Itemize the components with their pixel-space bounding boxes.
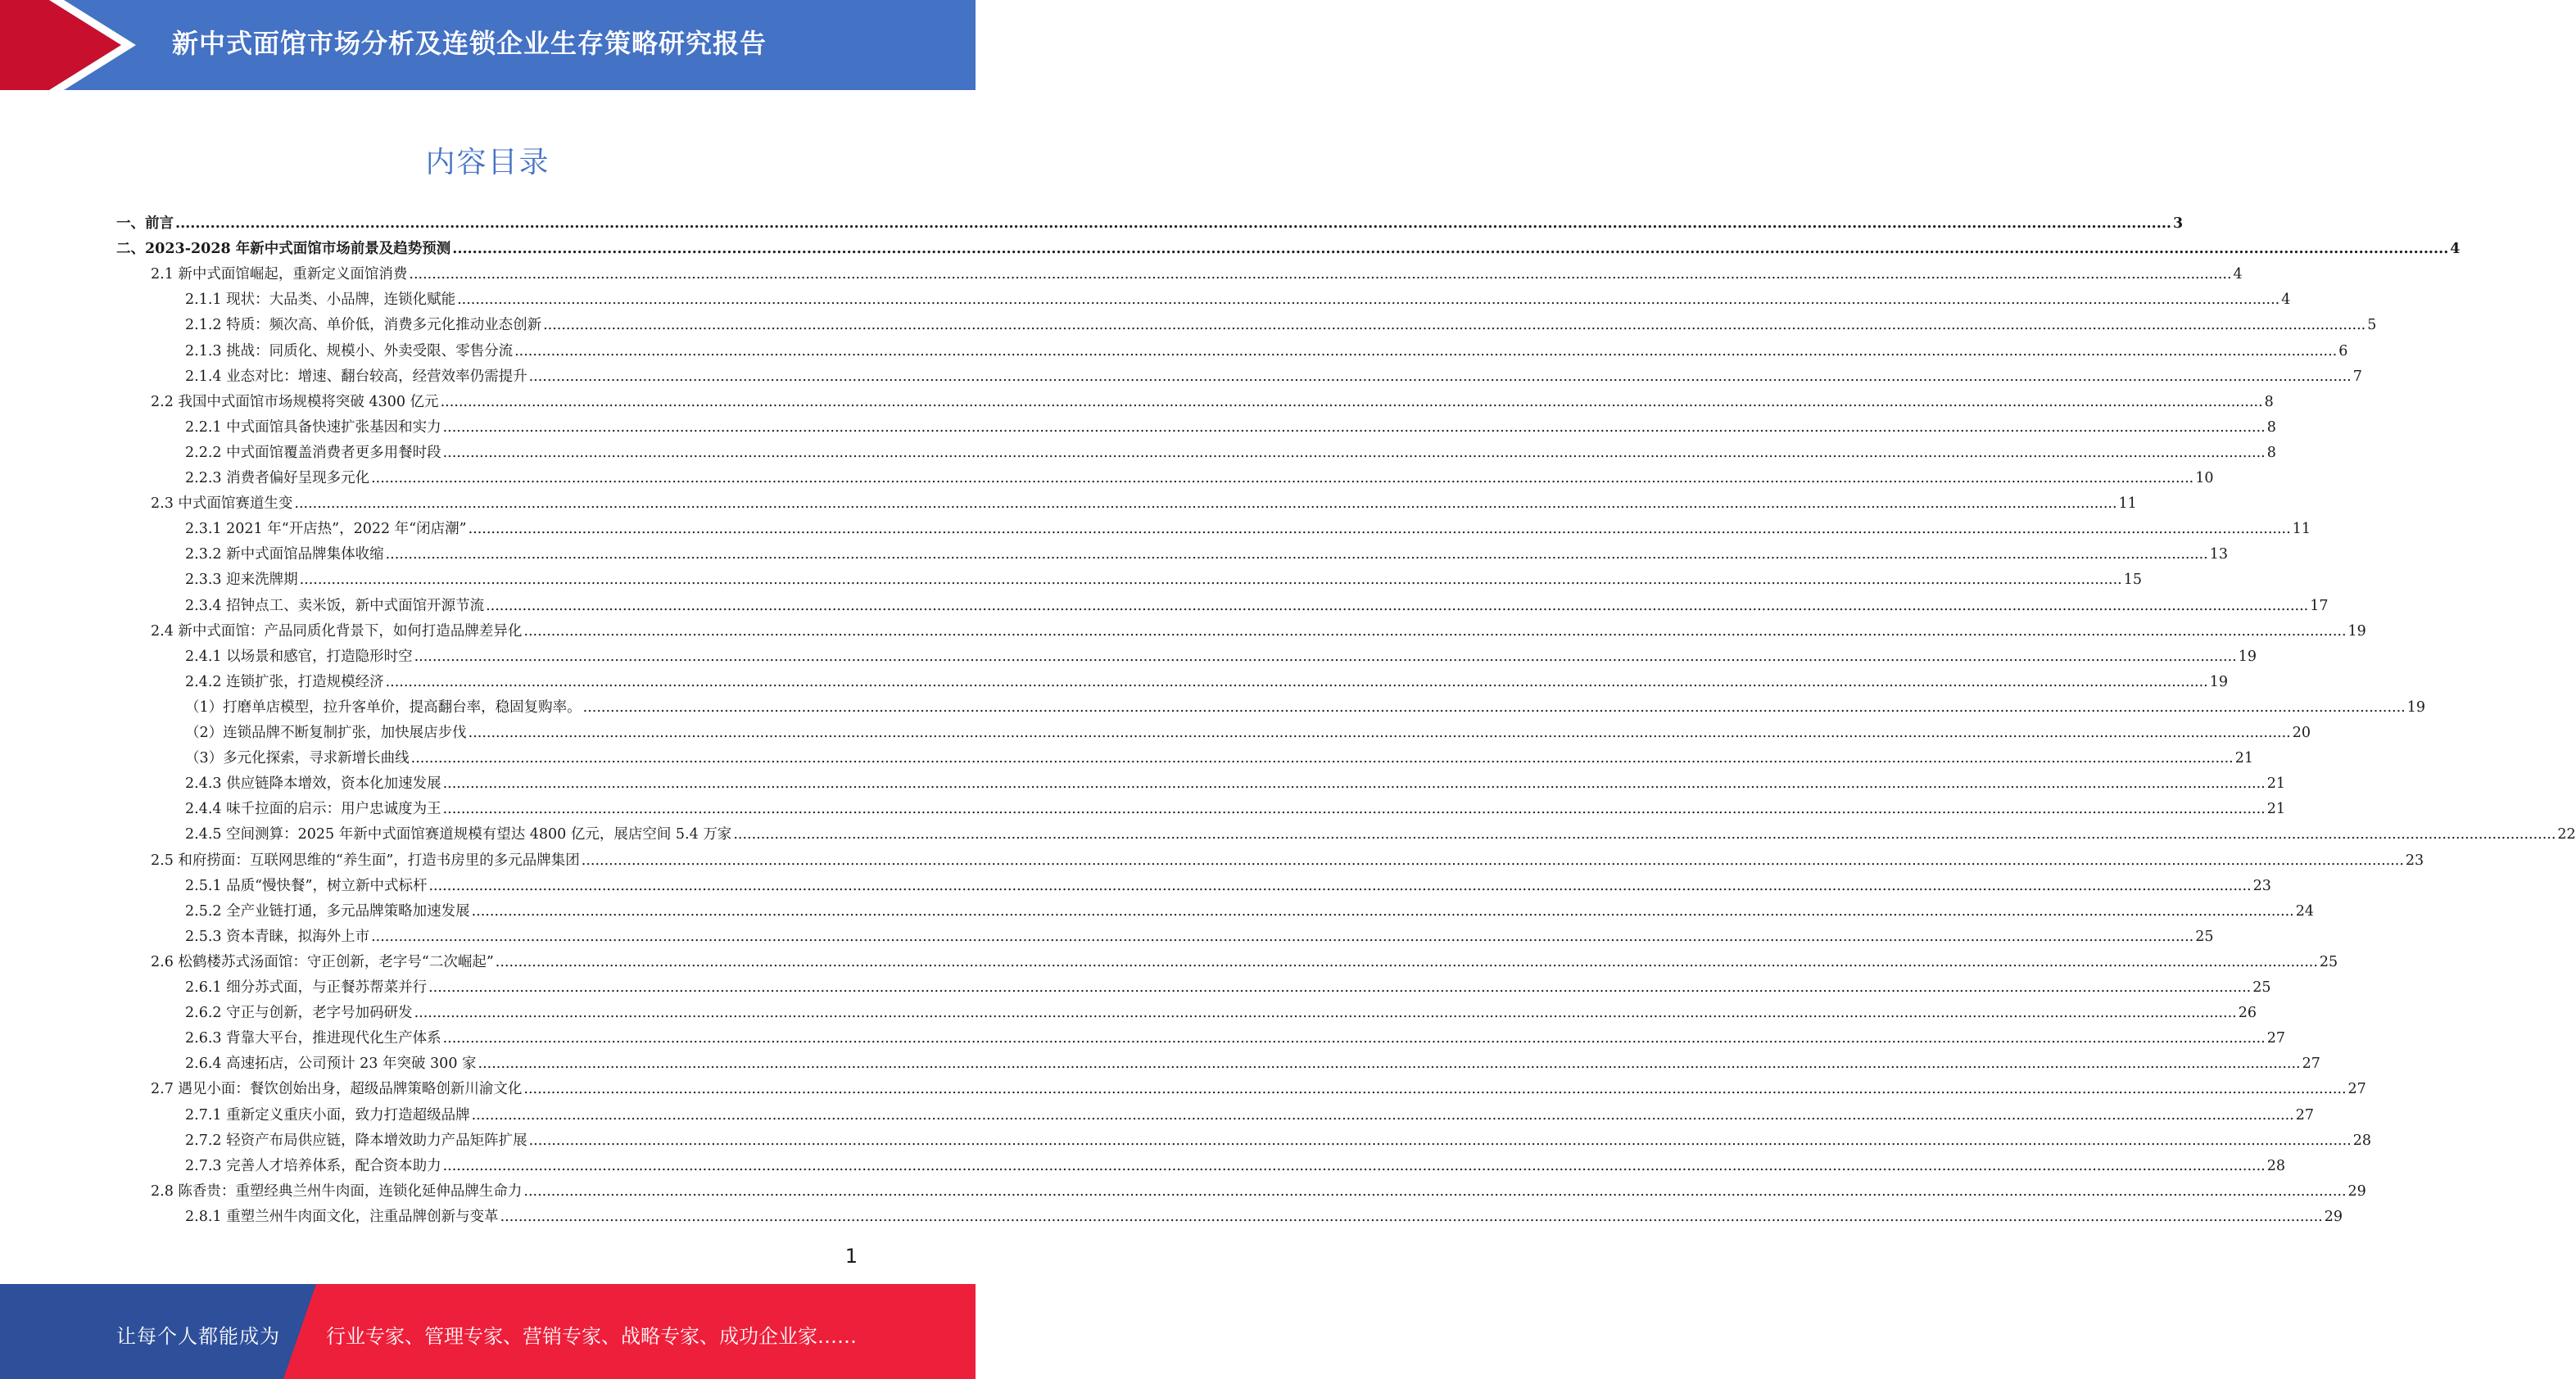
- toc-entry-label: 2.6 松鹤楼苏式汤面馆：守正创新，老字号“二次崛起”: [151, 953, 494, 970]
- toc-entry-page: 11: [2292, 521, 2311, 538]
- toc-entry-page: 8: [2266, 418, 2276, 436]
- toc-entry[interactable]: [151, 621, 2366, 642]
- toc-leader-dots: ................................................................................................................................................................................................................................................................................................................................................................................................................: [371, 470, 2194, 486]
- toc-leader-dots: ................................................................................................................................................................................................................................................................................................................................................................................................................: [442, 444, 2266, 461]
- toc-entry[interactable]: [185, 1155, 2285, 1177]
- toc-entry-page: 20: [2292, 725, 2311, 741]
- toc-entry[interactable]: [116, 213, 2184, 234]
- page-header: [0, 0, 976, 90]
- toc-entry[interactable]: [185, 314, 2377, 336]
- toc-entry-label: 2.4.2 连锁扩张，打造规模经济: [185, 673, 384, 690]
- toc-entry-page: 5: [2367, 317, 2377, 334]
- toc-leader-dots: ................................................................................................................................................................................................................................................................................................................................................................................................................: [468, 521, 2291, 538]
- toc-entry[interactable]: [151, 264, 2243, 285]
- toc-leader-dots: ................................................................................................................................................................................................................................................................................................................................................................................................................: [442, 1030, 2266, 1047]
- toc-entry-page: 25: [2252, 979, 2271, 996]
- toc-entry-page: 21: [2266, 801, 2285, 818]
- toc-entry[interactable]: [185, 417, 2276, 438]
- toc-leader-dots: ................................................................................................................................................................................................................................................................................................................................................................................................................: [442, 775, 2266, 793]
- toc-entry-page: 4: [2450, 241, 2461, 258]
- toc-entry-label: 2.6.2 守正与创新，老字号加码研发: [185, 1005, 413, 1022]
- toc-leader-dots: ................................................................................................................................................................................................................................................................................................................................................................................................................: [414, 1005, 2237, 1022]
- toc-entry[interactable]: [185, 646, 2257, 667]
- toc-entry-label: 2.5.3 资本青睐，拟海外上市: [185, 928, 370, 945]
- toc-leader-dots: ................................................................................................................................................................................................................................................................................................................................................................................................................: [428, 877, 2252, 894]
- toc-entry[interactable]: [185, 824, 2576, 845]
- toc-entry-label: 2.7 遇见小面：餐饮创始出身，超级品牌策略创新川渝文化: [151, 1081, 523, 1098]
- toc-leader-dots: ................................................................................................................................................................................................................................................................................................................................................................................................................: [409, 266, 2232, 283]
- toc-entry-label: 2.2 我国中式面馆市场规模将突破 4300 亿元: [151, 393, 439, 410]
- toc-entry[interactable]: [185, 773, 2285, 794]
- toc-entry-page: 27: [2302, 1056, 2320, 1073]
- toc-entry[interactable]: [185, 1028, 2285, 1049]
- page-number: 1: [844, 1245, 858, 1268]
- toc-entry-label: 2.8.1 重塑兰州牛肉面文化，注重品牌创新与变革: [185, 1208, 499, 1225]
- toc-entry[interactable]: [185, 544, 2228, 565]
- toc-leader-dots: ................................................................................................................................................................................................................................................................................................................................................................................................................: [471, 1106, 2294, 1124]
- toc-leader-dots: ................................................................................................................................................................................................................................................................................................................................................................................................................: [528, 1132, 2352, 1149]
- toc-leader-dots: ................................................................................................................................................................................................................................................................................................................................................................................................................: [440, 393, 2263, 410]
- toc-leader-dots: ................................................................................................................................................................................................................................................................................................................................................................................................................: [442, 418, 2266, 436]
- toc-entry-label: 2.5.1 品质“慢快餐”，树立新中式标杆: [185, 877, 428, 894]
- toc-leader-dots: ................................................................................................................................................................................................................................................................................................................................................................................................................: [428, 979, 2252, 996]
- toc-entry-label: 二、2023-2028 年新中式面馆市场前景及趋势预测: [116, 241, 451, 258]
- toc-leader-dots: ................................................................................................................................................................................................................................................................................................................................................................................................................: [543, 317, 2366, 334]
- toc-leader-dots: ................................................................................................................................................................................................................................................................................................................................................................................................................: [523, 1081, 2347, 1098]
- toc-entry-page: 19: [2238, 648, 2257, 665]
- toc-leader-dots: ................................................................................................................................................................................................................................................................................................................................................................................................................: [523, 1182, 2347, 1200]
- toc-entry-page: 23: [2252, 877, 2271, 894]
- toc-leader-dots: ................................................................................................................................................................................................................................................................................................................................................................................................................: [495, 953, 2318, 970]
- toc-entry-label: 2.8 陈香贵：重塑经典兰州牛肉面，连锁化延伸品牌生命力: [151, 1182, 523, 1200]
- toc-entry-label: 2.1 新中式面馆崛起，重新定义面馆消费: [151, 266, 408, 283]
- toc-entry-label: 2.1.4 业态对比：增速、翻台较高，经营效率仍需提升: [185, 368, 527, 385]
- toc-leader-dots: ................................................................................................................................................................................................................................................................................................................................................................................................................: [452, 241, 2449, 258]
- toc-entry-label: 一、前言: [116, 215, 174, 232]
- toc-leader-dots: ................................................................................................................................................................................................................................................................................................................................................................................................................: [442, 1157, 2266, 1174]
- page-footer: [0, 1284, 976, 1379]
- toc-entry[interactable]: [185, 1002, 2257, 1024]
- toc-entry-page: 25: [2195, 928, 2214, 945]
- toc-entry[interactable]: [185, 341, 2348, 362]
- toc-entry[interactable]: [185, 366, 2362, 387]
- toc-entry-page: 6: [2338, 342, 2348, 359]
- toc-leader-dots: ................................................................................................................................................................................................................................................................................................................................................................................................................: [528, 368, 2352, 385]
- toc-entry[interactable]: [185, 671, 2228, 693]
- toc-entry-page: 10: [2195, 470, 2214, 486]
- toc-leader-dots: ................................................................................................................................................................................................................................................................................................................................................................................................................: [486, 597, 2309, 614]
- toc-entry-page: 19: [2209, 673, 2228, 690]
- toc-leader-dots: ................................................................................................................................................................................................................................................................................................................................................................................................................: [410, 750, 2234, 767]
- toc-entry-label: 2.5.2 全产业链打通，多元品牌策略加速发展: [185, 902, 470, 920]
- toc-entry-page: 8: [2264, 393, 2274, 410]
- toc-entry[interactable]: [151, 1078, 2366, 1100]
- toc-entry[interactable]: [185, 1130, 2371, 1151]
- toc-entry-page: 8: [2266, 444, 2276, 461]
- toc-entry-page: 15: [2123, 572, 2142, 589]
- toc-leader-dots: ................................................................................................................................................................................................................................................................................................................................................................................................................: [478, 1056, 2301, 1073]
- toc-entry-page: 25: [2319, 953, 2338, 970]
- toc-entry-label: 2.1.3 挑战：同质化、规模小、外卖受限、零售分流: [185, 342, 514, 359]
- toc-entry-label: （2）连锁品牌不断复制扩张，加快展店步伐: [185, 725, 467, 741]
- toc-entry-label: 2.2.2 中式面馆覆盖消费者更多用餐时段: [185, 444, 441, 461]
- toc-entry[interactable]: [185, 722, 2311, 744]
- toc-leader-dots: ................................................................................................................................................................................................................................................................................................................................................................................................................: [371, 928, 2194, 945]
- toc-entry[interactable]: [185, 442, 2276, 463]
- toc-entry-label: 2.4.4 味千拉面的启示：用户忠诚度为王: [185, 801, 441, 818]
- toc-entry-page: 23: [2405, 852, 2424, 869]
- toc-entry[interactable]: [151, 493, 2137, 514]
- footer-slogan-right: 行业专家、管理专家、营销专家、战略专家、成功企业家……: [326, 1325, 857, 1348]
- report-title: 新中式面馆市场分析及连锁企业生存策略研究报告: [172, 28, 767, 59]
- toc-entry[interactable]: [185, 595, 2329, 617]
- toc-entry-page: 28: [2352, 1132, 2371, 1149]
- toc-leader-dots: ................................................................................................................................................................................................................................................................................................................................................................................................................: [514, 342, 2338, 359]
- toc-entry[interactable]: [185, 1206, 2343, 1228]
- toc-entry-label: 2.3 中式面馆赛道生变: [151, 495, 293, 513]
- toc-leader-dots: ................................................................................................................................................................................................................................................................................................................................................................................................................: [442, 801, 2266, 818]
- toc-entry-page: 27: [2347, 1081, 2366, 1098]
- toc-entry-label: 2.3.2 新中式面馆品牌集体收缩: [185, 546, 384, 563]
- toc-entry[interactable]: [185, 1105, 2314, 1126]
- toc-entry-page: 26: [2238, 1005, 2257, 1022]
- toc-entry-label: 2.6.4 高速拓店，公司预计 23 年突破 300 家: [185, 1056, 477, 1073]
- toc-entry[interactable]: [185, 798, 2285, 820]
- toc-entry-page: 21: [2266, 775, 2285, 793]
- toc-entry-label: 2.6.3 背靠大平台，推进现代化生产体系: [185, 1030, 441, 1047]
- toc-entry[interactable]: [185, 926, 2214, 947]
- toc-entry-page: 13: [2209, 546, 2228, 563]
- toc-entry-label: 2.4.1 以场景和感官，打造隐形时空: [185, 648, 413, 665]
- toc-entry-page: 7: [2352, 368, 2362, 385]
- toc-leader-dots: ................................................................................................................................................................................................................................................................................................................................................................................................................: [523, 622, 2347, 640]
- toc-entry[interactable]: [185, 289, 2291, 310]
- toc-entry-page: 19: [2347, 622, 2366, 640]
- toc-leader-dots: ................................................................................................................................................................................................................................................................................................................................................................................................................: [294, 495, 2117, 513]
- footer-slogan-left: 让每个人都能成为: [116, 1325, 280, 1348]
- toc-leader-dots: ................................................................................................................................................................................................................................................................................................................................................................................................................: [414, 648, 2237, 665]
- toc-entry-label: 2.2.1 中式面馆具备快速扩张基因和实力: [185, 418, 441, 436]
- toc-entry[interactable]: [185, 468, 2214, 489]
- toc-leader-dots: ................................................................................................................................................................................................................................................................................................................................................................................................................: [500, 1208, 2323, 1225]
- toc-entry[interactable]: [151, 391, 2274, 413]
- toc-entry-page: 24: [2295, 902, 2314, 920]
- toc-entry[interactable]: [185, 977, 2271, 998]
- toc-entry-label: 2.1.1 现状：大品类、小品牌，连锁化赋能: [185, 292, 456, 309]
- toc-entry[interactable]: [151, 1181, 2366, 1202]
- toc-entry[interactable]: [151, 850, 2424, 871]
- toc-leader-dots: ................................................................................................................................................................................................................................................................................................................................................................................................................: [175, 215, 2172, 232]
- toc-entry-label: 2.4.3 供应链降本增效，资本化加速发展: [185, 775, 441, 793]
- toc-entry[interactable]: [185, 569, 2142, 590]
- toc-entry-label: 2.5 和府捞面：互联网思维的“养生面”，打造书房里的多元品牌集团: [151, 852, 580, 869]
- toc-entry-label: 2.3.4 招钟点工、卖米饭，新中式面馆开源节流: [185, 597, 485, 614]
- toc-entry[interactable]: [185, 875, 2271, 897]
- toc-entry-page: 29: [2347, 1182, 2366, 1200]
- toc-entry-page: 4: [2281, 292, 2291, 309]
- toc-leader-dots: ................................................................................................................................................................................................................................................................................................................................................................................................................: [733, 826, 2556, 843]
- toc-leader-dots: ................................................................................................................................................................................................................................................................................................................................................................................................................: [457, 292, 2280, 309]
- toc-entry-page: 11: [2118, 495, 2137, 513]
- toc-entry[interactable]: [185, 1053, 2320, 1074]
- toc-entry[interactable]: [185, 518, 2311, 540]
- toc-entry[interactable]: [151, 952, 2338, 973]
- toc-entry-label: （3）多元化探索，寻求新增长曲线: [185, 750, 410, 767]
- toc-entry-page: 19: [2406, 699, 2426, 716]
- toc-entry-page: 27: [2266, 1030, 2285, 1047]
- toc-entry-label: 2.4 新中式面馆：产品同质化背景下，如何打造品牌差异化: [151, 622, 523, 640]
- toc-entry-page: 3: [2173, 215, 2184, 232]
- toc-entry[interactable]: [116, 238, 2461, 260]
- toc-entry-label: （1）打磨单店模型，拉升客单价，提高翻台率，稳固复购率。: [185, 699, 582, 716]
- toc-entry-label: 2.3.3 迎来洗牌期: [185, 572, 298, 589]
- toc-entry-page: 27: [2295, 1106, 2314, 1124]
- toc-entry-label: 2.7.1 重新定义重庆小面，致力打造超级品牌: [185, 1106, 470, 1124]
- toc-entry-page: 17: [2310, 597, 2329, 614]
- toc-entry-label: 2.7.2 轻资产布局供应链，降本增效助力产品矩阵扩展: [185, 1132, 527, 1149]
- toc-entry-page: 29: [2324, 1208, 2343, 1225]
- toc-entry-label: 2.7.3 完善人才培养体系，配合资本助力: [185, 1157, 441, 1174]
- toc-entry-page: 28: [2266, 1157, 2285, 1174]
- toc-leader-dots: ................................................................................................................................................................................................................................................................................................................................................................................................................: [468, 725, 2291, 741]
- toc-leader-dots: ................................................................................................................................................................................................................................................................................................................................................................................................................: [471, 902, 2294, 920]
- toc-entry-label: 2.1.2 特质：频次高、单价低，消费多元化推动业态创新: [185, 317, 542, 334]
- toc-entry[interactable]: [185, 901, 2314, 922]
- toc-leader-dots: ................................................................................................................................................................................................................................................................................................................................................................................................................: [385, 546, 2208, 563]
- toc-entry-label: 2.3.1 2021 年“开店热”，2022 年“闭店潮”: [185, 521, 467, 538]
- toc-leader-dots: ................................................................................................................................................................................................................................................................................................................................................................................................................: [385, 673, 2208, 690]
- toc-leader-dots: ................................................................................................................................................................................................................................................................................................................................................................................................................: [299, 572, 2122, 589]
- toc-entry-label: 2.2.3 消费者偏好呈现多元化: [185, 470, 370, 486]
- toc-heading: 内容目录: [425, 146, 550, 179]
- toc-leader-dots: ................................................................................................................................................................................................................................................................................................................................................................................................................: [582, 699, 2406, 716]
- toc-leader-dots: ................................................................................................................................................................................................................................................................................................................................................................................................................: [581, 852, 2404, 869]
- toc-entry[interactable]: [185, 697, 2426, 718]
- toc-entry-page: 22: [2557, 826, 2576, 843]
- toc-entry-label: 2.6.1 细分苏式面，与正餐苏帮菜并行: [185, 979, 428, 996]
- toc-entry-page: 4: [2233, 266, 2243, 283]
- toc-entry[interactable]: [185, 748, 2254, 769]
- toc-entry-label: 2.4.5 空间测算：2025 年新中式面馆赛道规模有望达 4800 亿元，展店空间 5.4 万家: [185, 826, 732, 843]
- toc-entry-page: 21: [2234, 750, 2254, 767]
